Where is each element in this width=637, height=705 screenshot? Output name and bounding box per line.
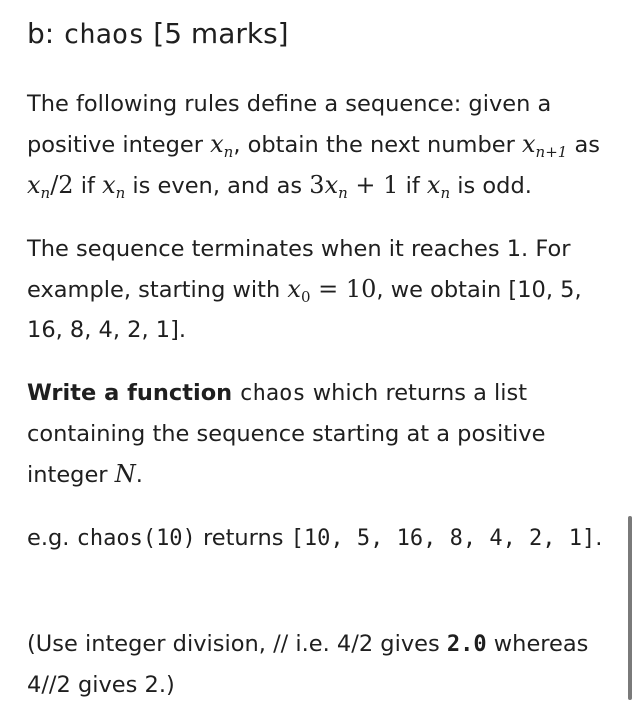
text: is odd. xyxy=(450,173,532,199)
math-x-n xyxy=(102,171,126,202)
text: is even, and as xyxy=(125,173,310,199)
task-paragraph xyxy=(27,373,617,495)
example-call-code: chaos(10) xyxy=(76,526,196,551)
text: which returns a list containing the sequence starting at a positive integer xyxy=(27,380,546,488)
text: . xyxy=(135,462,143,488)
heading-marks: [5 marks] xyxy=(144,17,289,50)
math-op: /2 xyxy=(50,171,74,199)
text: returns xyxy=(195,525,291,551)
math-var: x xyxy=(324,171,339,199)
text: . xyxy=(595,525,603,551)
function-name-code: chaos xyxy=(239,381,306,406)
math-subscript: n xyxy=(440,184,451,202)
math-subscript: n xyxy=(338,184,348,202)
text: , obtain the next number xyxy=(233,132,522,158)
text: The following rules define a sequence: given a positive integer xyxy=(27,91,552,158)
heading-prefix: b: xyxy=(27,17,64,50)
example-result-code: [10, 5, 16, 8, 4, 2, 1] xyxy=(290,526,596,551)
math-var: x xyxy=(287,275,301,303)
math-subscript: n+1 xyxy=(535,143,568,161)
question-heading xyxy=(27,14,289,55)
text: e.g. xyxy=(27,525,77,551)
math-var: x xyxy=(102,171,116,199)
math-subscript: n xyxy=(223,143,234,161)
math-var: x xyxy=(522,130,536,158)
math-x-n-over-2 xyxy=(27,171,74,202)
math-var: x xyxy=(426,171,441,199)
rules-paragraph xyxy=(27,84,617,206)
math-N: N xyxy=(114,460,136,488)
text: The sequence terminates when it reaches 1. For example, starting with xyxy=(27,236,571,303)
text: whereas 4//2 gives 2.) xyxy=(27,631,589,698)
integer-division-note xyxy=(27,624,617,705)
text: , we obtain [10, 5, 16, 8, 4, 2, 1]. xyxy=(27,277,582,343)
example-paragraph xyxy=(27,518,617,559)
math-x-n xyxy=(210,130,234,161)
math-op: + 1 xyxy=(347,171,399,199)
math-var: x xyxy=(210,130,224,158)
task-emphasis: Write a function xyxy=(27,380,233,406)
math-op: = 10 xyxy=(310,275,377,303)
termination-paragraph xyxy=(27,229,617,350)
math-coef: 3 xyxy=(309,171,325,199)
heading-function-name: chaos xyxy=(63,19,145,50)
text: as xyxy=(567,132,600,158)
vertical-scrollbar[interactable] xyxy=(628,516,632,700)
text: if xyxy=(398,173,427,199)
text: if xyxy=(73,173,103,199)
float-result-code: 2.0 xyxy=(446,632,487,657)
math-subscript: n xyxy=(40,184,51,202)
math-x-n xyxy=(426,171,451,202)
math-x-n-plus-1 xyxy=(522,130,568,161)
math-subscript: n xyxy=(115,184,126,202)
text: (Use integer division, // i.e. 4/2 gives xyxy=(27,631,447,657)
math-var: x xyxy=(27,171,41,199)
math-x0-equals-10 xyxy=(287,275,377,306)
math-3x-n-plus-1 xyxy=(309,171,399,202)
math-subscript: 0 xyxy=(300,288,311,306)
